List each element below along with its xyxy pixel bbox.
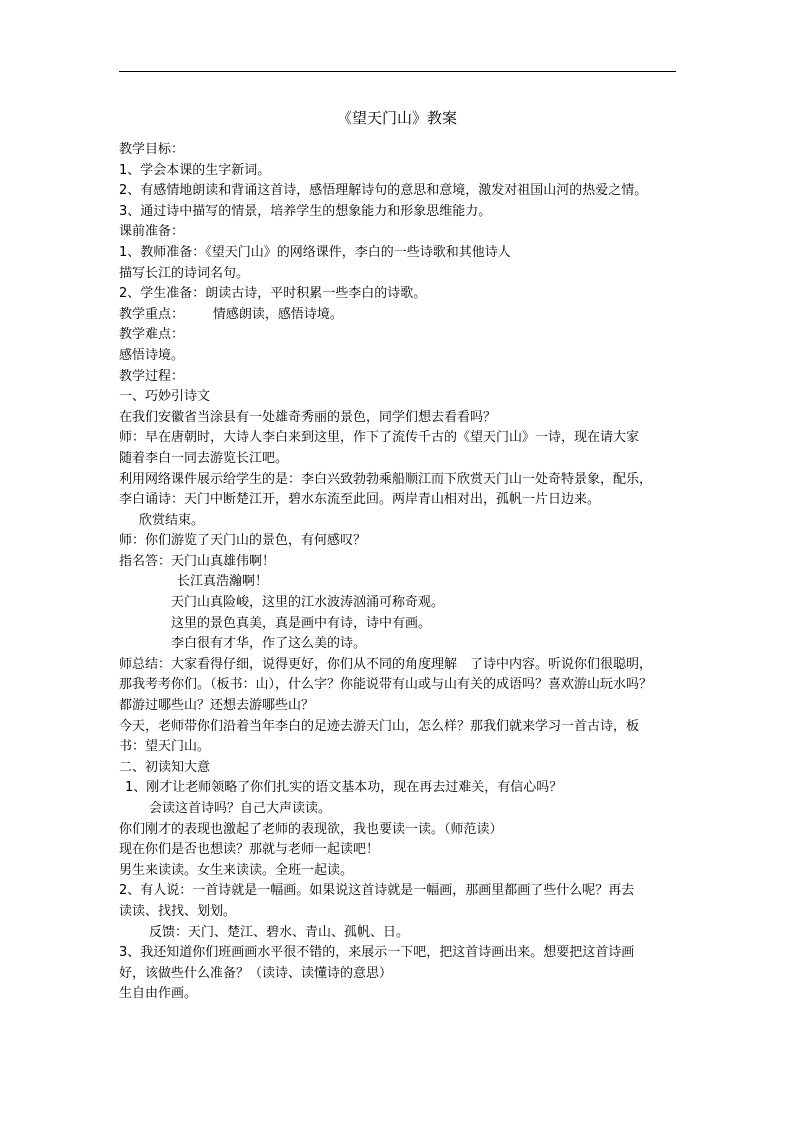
text-line: 你们刚才的表现也激起了老师的表现欲，我也要读一读。（师范读） bbox=[119, 821, 503, 837]
text-line: 在我们安徽省当涂县有一处雄奇秀丽的景色，同学们想去看看吗？ bbox=[119, 409, 497, 425]
text-line: 那我考考你们。（板书：山），什么字？你能说带有山或与山有关的成语吗？喜欢游山玩水吗？ bbox=[119, 677, 653, 693]
text-line: 生自由作画。 bbox=[119, 986, 198, 1002]
text-line: 1、学会本课的生字新词。 bbox=[119, 162, 271, 178]
text-line: 2、有感情地朗读和背诵这首诗，感悟理解诗句的意思和意境，激发对祖国山河的热爱之情。 bbox=[119, 183, 648, 199]
text-line: 这里的景色真美，真是画中有诗，诗中有画。 bbox=[171, 615, 432, 631]
text-line: 3、我还知道你们班画画水平很不错的，来展示一下吧，把这首诗画出来。想要把这首诗画 bbox=[119, 945, 635, 961]
text-line: 李白很有才华，作了这么美的诗。 bbox=[171, 636, 367, 652]
text-line: 1、刚才让老师领略了你们扎实的语文基本功，现在再去过难关，有信心吗？ bbox=[125, 780, 563, 796]
document-body bbox=[119, 140, 679, 1005]
text-line: 教学过程： bbox=[119, 368, 185, 384]
document-title: 《望天门山》教案 bbox=[336, 109, 457, 127]
text-line: 1、教师准备：《望天门山》的网络课件，李白的一些诗歌和其他诗人 bbox=[119, 244, 511, 260]
text-line: 二、初读知大意 bbox=[119, 759, 211, 775]
text-line: 师总结：大家看得仔细，说得更好，你们从不同的角度理解 了诗中内容。听说你们很聪明， bbox=[119, 656, 653, 672]
text-line: 3、通过诗中描写的情景，培养学生的想象能力和形象思维能力。 bbox=[119, 203, 492, 219]
text-line: 描写长江的诗词名句。 bbox=[119, 265, 250, 281]
header-rule bbox=[119, 71, 676, 72]
text-line: 利用网络课件展示给学生的是：李白兴致勃勃乘船顺江而下欣赏天门山一处奇特景象，配乐， bbox=[119, 471, 653, 487]
text-line: 一、巧妙引诗文 bbox=[119, 389, 211, 405]
text-line: 天门山真险峻，这里的江水波涛汹涌可称奇观。 bbox=[171, 595, 445, 611]
text-line: 2、学生准备：朗读古诗，平时积累一些李白的诗歌。 bbox=[119, 286, 427, 302]
text-line: 书：望天门山。 bbox=[119, 739, 211, 755]
text-line: 欣赏结束。 bbox=[139, 512, 205, 528]
text-line: 反馈：天门、楚江、碧水、青山、孤帆、日。 bbox=[149, 924, 410, 940]
text-line: 师：早在唐朝时，大诗人李白来到这里，作下了流传千古的《望天门山》一诗，现在请大家 bbox=[119, 430, 640, 446]
text-line: 教学目标： bbox=[119, 142, 185, 157]
text-line: 教学难点： bbox=[119, 327, 185, 343]
text-line: 感悟诗境。 bbox=[119, 347, 185, 363]
text-line: 李白诵诗：天门中断楚江开，碧水东流至此回。两岸青山相对出，孤帆一片日边来。 bbox=[119, 492, 601, 508]
text-line: 指名答：天门山真雄伟啊！ bbox=[119, 553, 276, 569]
text-line: 读读、找找、划划。 bbox=[119, 903, 237, 919]
text-line: 现在你们是否也想读？那就与老师一起读吧！ bbox=[119, 842, 380, 858]
text-line: 随着李白一同去游览长江吧。 bbox=[119, 450, 289, 466]
text-line: 师：你们游览了天门山的景色，有何感叹？ bbox=[119, 533, 367, 549]
text-line: 长江真浩瀚啊！ bbox=[177, 574, 269, 590]
text-line: 好，该做些什么准备？（读诗、读懂诗的意思） bbox=[119, 965, 393, 981]
text-line: 课前准备： bbox=[119, 224, 185, 240]
text-line: 男生来读读。女生来读读。全班一起读。 bbox=[119, 862, 354, 878]
text-line: 2、有人说：一首诗就是一幅画。如果说这首诗就是一幅画，那画里都画了些什么呢？再去 bbox=[119, 883, 635, 899]
text-line: 教学重点： 情感朗读，感悟诗境。 bbox=[119, 306, 343, 322]
text-line: 会读这首诗吗？自己大声读读。 bbox=[149, 801, 332, 816]
text-line: 都游过哪些山？还想去游哪些山？ bbox=[119, 698, 315, 714]
text-line: 今天，老师带你们沿着当年李白的足迹去游天门山，怎么样？那我们就来学习一首古诗，板 bbox=[119, 718, 640, 734]
